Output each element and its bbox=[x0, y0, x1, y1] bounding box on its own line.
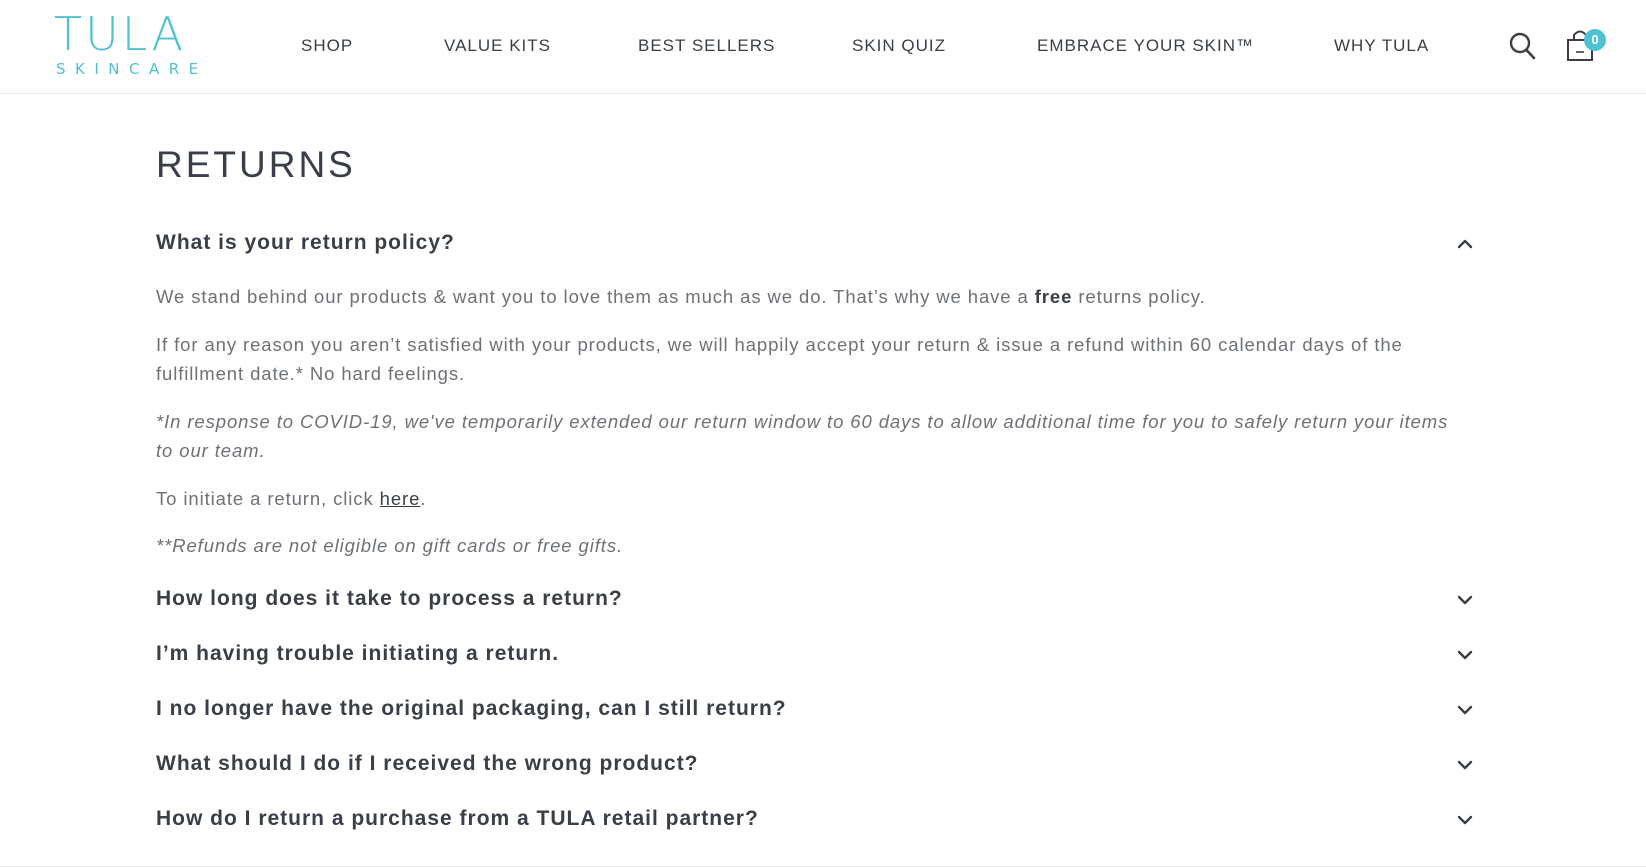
nav-item-best-sellers[interactable]: BEST SELLERS bbox=[638, 36, 776, 55]
answer-bold-free: free bbox=[1034, 286, 1073, 307]
faq-answer-paragraph-1 bbox=[156, 282, 1456, 311]
brand-logo-sub: SKINCARE bbox=[56, 60, 208, 78]
faq-question-trouble-initiating[interactable] bbox=[156, 637, 1474, 671]
nav-item-embrace-your-skin[interactable]: EMBRACE YOUR SKIN™ bbox=[1037, 36, 1255, 55]
nav-item-shop[interactable]: SHOP bbox=[301, 36, 354, 55]
faq-question-label: I no longer have the original packaging, can I still return? bbox=[156, 697, 787, 720]
faq-question-original-packaging[interactable] bbox=[156, 692, 1474, 726]
search-icon bbox=[1508, 30, 1538, 62]
nav-item-why-tula[interactable]: WHY TULA bbox=[1334, 36, 1430, 55]
page-title: RETURNS bbox=[156, 144, 356, 185]
chevron-up-icon bbox=[1456, 235, 1474, 253]
chevron-down-icon bbox=[1456, 756, 1474, 774]
initiate-return-link[interactable]: here bbox=[379, 488, 421, 509]
faq-question-label: What is your return policy? bbox=[156, 231, 455, 254]
content-divider bbox=[0, 866, 1646, 867]
chevron-down-icon bbox=[1456, 591, 1474, 609]
nav-item-value-kits[interactable]: VALUE KITS bbox=[444, 36, 551, 55]
answer-text: returns policy. bbox=[1072, 286, 1206, 307]
faq-question-retail-partner[interactable] bbox=[156, 802, 1474, 836]
answer-text: . bbox=[420, 488, 427, 509]
chevron-down-icon bbox=[1456, 646, 1474, 664]
faq-question-label: How do I return a purchase from a TULA retail partner? bbox=[156, 807, 759, 830]
brand-logo[interactable] bbox=[54, 7, 208, 80]
faq-answer-refund-note: **Refunds are not eligible on gift cards or free gifts. bbox=[156, 535, 624, 556]
site-header bbox=[0, 0, 1646, 94]
faq-answer-covid-note: *In response to COVID-19, we've temporarily extended our return window to 60 days to allow additional time for you to safely return your items to our team. bbox=[156, 411, 1449, 461]
faq-question-return-policy[interactable] bbox=[156, 226, 1474, 260]
faq-answer-paragraph-2: If for any reason you aren’t satisfied with your products, we will happily accept your return & issue a refund within 60 calendar days of the fulfillment date.* No hard feelings. bbox=[156, 334, 1403, 384]
faq-question-wrong-product[interactable] bbox=[156, 747, 1474, 781]
faq-question-process-time[interactable] bbox=[156, 582, 1474, 616]
brand-logo-name: TULA bbox=[54, 7, 186, 61]
chevron-down-icon bbox=[1456, 701, 1474, 719]
cart-count-badge: 0 bbox=[1584, 29, 1606, 51]
faq-answer-initiate-return bbox=[156, 484, 1456, 513]
answer-text: To initiate a return, click bbox=[156, 488, 380, 509]
faq-question-label: How long does it take to process a return? bbox=[156, 587, 623, 610]
nav-item-skin-quiz[interactable]: SKIN QUIZ bbox=[852, 36, 947, 55]
answer-text: We stand behind our products & want you to love them as much as we do. That’s why we have a bbox=[156, 286, 1035, 307]
faq-question-label: I’m having trouble initiating a return. bbox=[156, 642, 560, 665]
faq-question-label: What should I do if I received the wrong product? bbox=[156, 752, 699, 775]
chevron-down-icon bbox=[1456, 811, 1474, 829]
search-button[interactable] bbox=[1508, 30, 1538, 62]
